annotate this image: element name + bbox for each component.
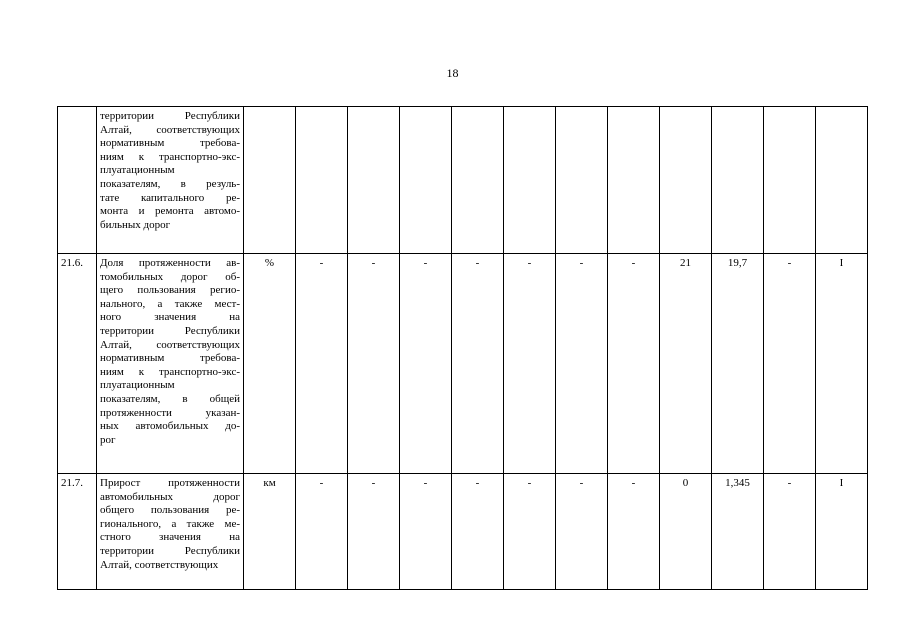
value-cell	[556, 107, 608, 254]
value-cell: -	[608, 254, 660, 474]
description-line: монта и ремонта автомо-	[100, 205, 240, 218]
value-cell: I	[816, 254, 868, 474]
value-cell	[816, 107, 868, 254]
unit-cell	[244, 107, 296, 254]
indicator-description-cell	[97, 254, 244, 474]
page-number: 18	[446, 66, 459, 80]
description-line: территории Республики	[100, 544, 240, 557]
description-line: автомобильных дорог	[100, 490, 240, 503]
description-line: плуатационным	[100, 379, 175, 392]
value-cell: 21	[660, 254, 712, 474]
value-cell	[348, 107, 400, 254]
table-row	[58, 107, 868, 254]
description-line: Доля протяженности ав-	[100, 257, 240, 269]
value-cell	[608, 107, 660, 254]
description-line: ных автомобильных до-	[100, 420, 240, 433]
table-body	[58, 107, 868, 590]
value-cell	[712, 107, 764, 254]
description-line: Алтай, соответствующих	[100, 558, 219, 571]
value-cell: -	[400, 254, 452, 474]
unit-cell: %	[244, 254, 296, 474]
value-cell	[400, 107, 452, 254]
value-cell: -	[764, 474, 816, 590]
description-line: нормативным требова-	[100, 352, 240, 365]
value-cell: -	[296, 474, 348, 590]
value-cell: -	[556, 254, 608, 474]
description-line: рог	[100, 433, 116, 446]
indicator-description-cell	[97, 107, 244, 254]
row-number-cell	[58, 107, 97, 254]
description-line: ниям к транспортно-экс-	[100, 365, 240, 378]
indicators-table	[57, 106, 868, 590]
description-line: общего пользования ре-	[100, 504, 240, 517]
unit-cell: км	[244, 474, 296, 590]
description-line: плуатационным	[100, 164, 175, 177]
value-cell: -	[348, 254, 400, 474]
value-cell: -	[556, 474, 608, 590]
value-cell: -	[452, 474, 504, 590]
value-cell: -	[504, 254, 556, 474]
description-line: тате капитального ре-	[100, 191, 240, 204]
value-cell	[504, 107, 556, 254]
description-line: протяженности указан-	[100, 406, 240, 419]
description-line: ного значения на	[100, 311, 240, 324]
value-cell: -	[400, 474, 452, 590]
description-line: Алтай, соответствующих	[100, 338, 240, 351]
value-cell: 19,7	[712, 254, 764, 474]
description-line: Прирост протяженности	[100, 477, 240, 489]
value-cell: -	[296, 254, 348, 474]
value-cell: I	[816, 474, 868, 590]
description-line: стного значения на	[100, 531, 240, 544]
description-line: нормативным требова-	[100, 137, 240, 150]
description-line: Алтай, соответствующих	[100, 123, 240, 136]
indicator-description-cell	[97, 474, 244, 590]
value-cell: -	[504, 474, 556, 590]
value-cell: 0	[660, 474, 712, 590]
value-cell: 1,345	[712, 474, 764, 590]
value-cell: -	[452, 254, 504, 474]
description-line: показателям, в резуль-	[100, 177, 240, 190]
value-cell: -	[764, 254, 816, 474]
description-line: ниям к транспортно-экс-	[100, 150, 240, 163]
value-cell	[452, 107, 504, 254]
row-number-cell: 21.6.	[58, 254, 97, 474]
value-cell	[660, 107, 712, 254]
value-cell: -	[608, 474, 660, 590]
description-line: территории Республики	[100, 110, 240, 122]
description-line: гионального, а также ме-	[100, 517, 240, 530]
table-row	[58, 254, 868, 474]
value-cell: -	[348, 474, 400, 590]
value-cell	[764, 107, 816, 254]
table-row	[58, 474, 868, 590]
value-cell	[296, 107, 348, 254]
description-line: томобильных дорог об-	[100, 270, 240, 283]
description-line: территории Республики	[100, 324, 240, 337]
description-line: бильных дорог	[100, 218, 171, 231]
description-line: показателям, в общей	[100, 392, 240, 405]
description-line: щего пользования регио-	[100, 284, 240, 297]
row-number-cell: 21.7.	[58, 474, 97, 590]
description-line: нального, а также мест-	[100, 297, 240, 310]
